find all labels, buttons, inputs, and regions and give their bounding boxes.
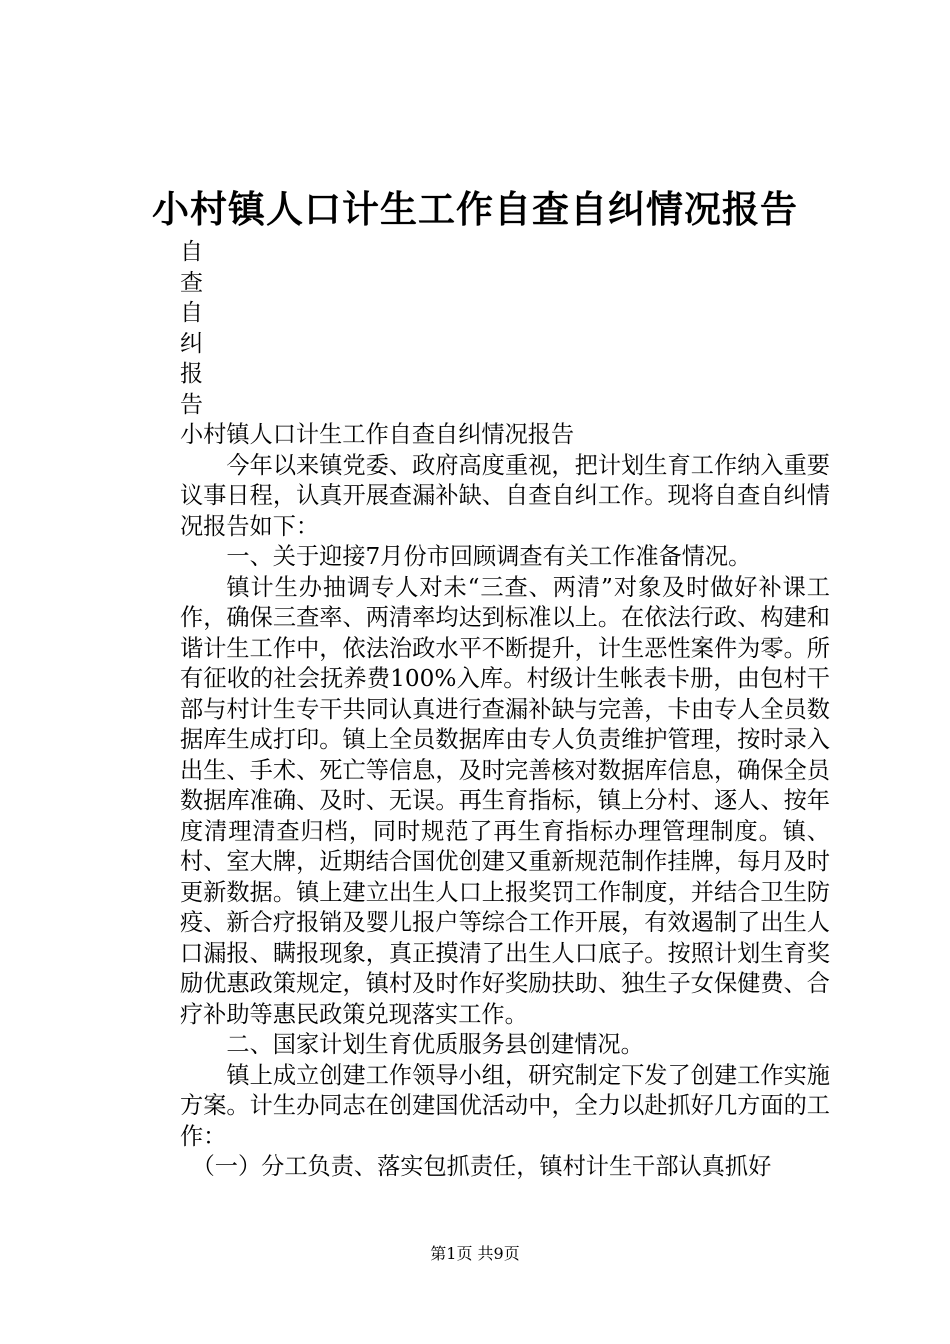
paragraph-section-2: 镇上成立创建工作领导小组，研究制定下发了创建工作实施方案。计生办同志在创建国优活动中，全力以赴抓好几方面的工作： [180, 1061, 830, 1150]
vertical-char: 查 [180, 269, 203, 296]
paragraph-section-1: 镇计生办抽调专人对未“三查、两清”对象及时做好补课工作，确保三查率、两清率均达到标准以上。在依法行政、构建和谐计生工作中，依法治政水平不断提升，计生恶性案件为零。所有征收的社会抚养费100%入库。村级计生帐表卡册，由包村干部与村计生专干共同认真进行查漏补缺与完善，卡由专人全员数据库生成打印。镇上全员数据库由专人负责维护管理，按时录入出生、手术、死亡等信息，及时完善核对数据库信息，确保全员数据库准确、及时、无误。再生育指标，镇上分村、逐人、按年度清理清查归档，同时规范了再生育指标办理管理制度。镇、村、室大牌，近期结合国优创建又重新规范制作挂牌，每月及时更新数据。镇上建立出生人口上报奖罚工作制度，并结合卫生防疫、新合疗报销及婴儿报户等综合工作开展，有效遏制了出生人口漏报、瞒报现象，真正摸清了出生人口底子。按照计划生育奖励优惠政策规定，镇村及时作好奖励扶助、独生子女保健费、合疗补助等惠民政策兑现落实工作。 [180, 573, 830, 1028]
vertical-char: 自 [180, 239, 203, 265]
document-title: 小村镇人口计生工作自查自纠情况报告 [152, 187, 798, 231]
vertical-char: 自 [180, 300, 203, 326]
document-subtitle: 小村镇人口计生工作自查自纠情况报告 [180, 421, 575, 448]
paragraph-intro: 今年以来镇党委、政府高度重视，把计划生育工作纳入重要议事日程，认真开展查漏补缺、自查自纠工作。现将自查自纠情况报告如下： [180, 451, 830, 540]
vertical-char: 纠 [180, 330, 203, 357]
vertical-heading [180, 237, 203, 420]
vertical-char: 报 [180, 361, 203, 387]
document-body [180, 420, 830, 1183]
section-heading-2: 二、国家计划生育优质服务县创建情况。 [226, 1031, 644, 1058]
vertical-char: 告 [180, 391, 203, 418]
section-heading-1: 一、关于迎接7月份市回顾调查有关工作准备情况。 [226, 543, 752, 570]
page-footer: 第1页 共9页 [430, 1244, 520, 1263]
sub-item-1: （一）分工负责、落实包抓责任，镇村计生干部认真抓好 [191, 1153, 772, 1180]
